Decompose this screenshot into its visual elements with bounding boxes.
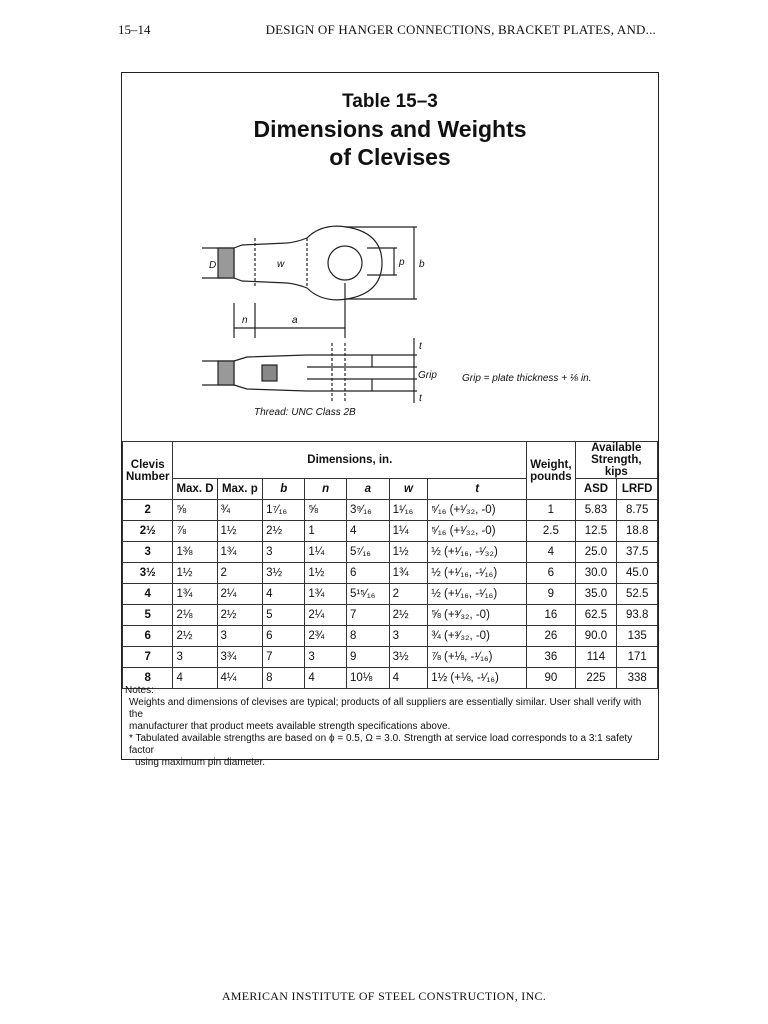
cell-n: 3 <box>305 647 347 668</box>
running-title: DESIGN OF HANGER CONNECTIONS, BRACKET PLATES, AND... <box>265 22 656 37</box>
cell-a: 6 <box>346 563 389 584</box>
table-row <box>123 521 658 542</box>
subheader-t: t <box>428 479 527 500</box>
cell-w: 4 <box>389 668 428 689</box>
page-number: 15–14 <box>118 22 151 37</box>
cell-n: 2¼ <box>305 605 347 626</box>
subheader-b: b <box>263 479 305 500</box>
cell-t: ½ (+¹⁄₁₆, -¹⁄₁₆) <box>428 563 527 584</box>
cell-w: 3½ <box>389 647 428 668</box>
cell-max-d: 1⅜ <box>173 542 217 563</box>
cell-asd: 225 <box>575 668 617 689</box>
cell-b: 3 <box>263 542 305 563</box>
subheader-a: a <box>346 479 389 500</box>
label-t-top: t <box>419 341 422 352</box>
cell-b: 4 <box>263 584 305 605</box>
subheader-w: w <box>389 479 428 500</box>
clevis-leg-lower <box>234 379 372 391</box>
cell-weight: 1 <box>527 500 576 521</box>
subheader-row <box>123 479 658 500</box>
table-row <box>123 626 658 647</box>
cell-a: 8 <box>346 626 389 647</box>
cell-t: ⅝ (+³⁄₃₂, -0) <box>428 605 527 626</box>
cell-w: 1¹⁄₁₆ <box>389 500 428 521</box>
cell-weight: 9 <box>527 584 576 605</box>
cell-clevis-number: 6 <box>123 626 173 647</box>
cell-asd: 25.0 <box>575 542 617 563</box>
header-weight: Weight, pounds <box>527 442 576 500</box>
cell-weight: 90 <box>527 668 576 689</box>
subheader-max-p: Max. p <box>217 479 263 500</box>
cell-b: 5 <box>263 605 305 626</box>
notes-line4: using maximum pin diameter. <box>135 757 266 768</box>
cell-clevis-number: 2½ <box>123 521 173 542</box>
cell-asd: 90.0 <box>575 626 617 647</box>
cell-a: 3⁹⁄₁₆ <box>346 500 389 521</box>
table-box <box>121 72 659 768</box>
cell-a: 5¹⁵⁄₁₆ <box>346 584 389 605</box>
cell-lrfd: 18.8 <box>617 521 658 542</box>
label-p: p <box>399 257 405 268</box>
cell-max-p: 3 <box>217 626 263 647</box>
table-row <box>123 584 658 605</box>
cell-lrfd: 52.5 <box>617 584 658 605</box>
cell-t: ⁵⁄₁₆ (+¹⁄₃₂, -0) <box>428 500 527 521</box>
page-header <box>118 22 656 42</box>
cell-max-d: 1½ <box>173 563 217 584</box>
cell-b: 1⁷⁄₁₆ <box>263 500 305 521</box>
cell-a: 4 <box>346 521 389 542</box>
cell-asd: 62.5 <box>575 605 617 626</box>
cell-max-d: 2⅛ <box>173 605 217 626</box>
cell-lrfd: 171 <box>617 647 658 668</box>
label-t-bottom: t <box>419 393 422 403</box>
page-footer: AMERICAN INSTITUTE OF STEEL CONSTRUCTION, INC. <box>221 989 547 1003</box>
subheader-asd: ASD <box>575 479 617 500</box>
cell-lrfd: 45.0 <box>617 563 658 584</box>
cell-w: 2½ <box>389 605 428 626</box>
cell-max-d: ⅝ <box>173 500 217 521</box>
cell-asd: 114 <box>575 647 617 668</box>
cell-clevis-number: 8 <box>123 668 173 689</box>
cell-max-p: 1½ <box>217 521 263 542</box>
cell-b: 2½ <box>263 521 305 542</box>
table-row <box>123 542 658 563</box>
cell-b: 7 <box>263 647 305 668</box>
cell-weight: 16 <box>527 605 576 626</box>
cell-t: ¾ (+³⁄₃₂, -0) <box>428 626 527 647</box>
cell-a: 7 <box>346 605 389 626</box>
cell-n: 1½ <box>305 563 347 584</box>
label-D: D <box>209 260 217 271</box>
dimensions-table <box>122 441 658 689</box>
table-title-line2: of Clevises <box>329 144 451 170</box>
cell-a: 9 <box>346 647 389 668</box>
subheader-max-d: Max. D <box>173 479 217 500</box>
cell-max-d: 1¾ <box>173 584 217 605</box>
cell-lrfd: 8.75 <box>617 500 658 521</box>
cell-clevis-number: 4 <box>123 584 173 605</box>
label-w: w <box>277 259 285 270</box>
notes-line3: * Tabulated available strengths are based on ϕ = 0.5, Ω = 3.0. Strength at service load corresponds to a 3:1 safety factor <box>129 733 633 756</box>
notes-heading: Notes: <box>125 685 154 696</box>
notes-line2: manufacturer that product meets available strength specifications above. <box>129 721 451 732</box>
cell-b: 3½ <box>263 563 305 584</box>
cell-n: 1¾ <box>305 584 347 605</box>
thread-top-view <box>218 248 234 278</box>
subheader-n: n <box>305 479 347 500</box>
cell-w: 1¾ <box>389 563 428 584</box>
cell-weight: 4 <box>527 542 576 563</box>
cell-w: 2 <box>389 584 428 605</box>
cell-t: 1½ (+⅛, -¹⁄₁₆) <box>428 668 527 689</box>
header-dimensions: Dimensions, in. <box>173 442 527 479</box>
cell-w: 1½ <box>389 542 428 563</box>
cell-clevis-number: 3 <box>123 542 173 563</box>
clevis-leg-upper <box>234 355 372 367</box>
header-clevis-number: Clevis Number <box>123 442 173 500</box>
cell-max-d: 3 <box>173 647 217 668</box>
table-title <box>122 115 658 171</box>
cell-a: 10⅛ <box>346 668 389 689</box>
cell-n: 1 <box>305 521 347 542</box>
cell-t: ⁵⁄₁₆ (+¹⁄₃₂, -0) <box>428 521 527 542</box>
cell-asd: 5.83 <box>575 500 617 521</box>
cell-max-d: 4 <box>173 668 217 689</box>
cell-max-p: 2 <box>217 563 263 584</box>
cell-max-p: ¾ <box>217 500 263 521</box>
cell-w: 1¼ <box>389 521 428 542</box>
notes <box>125 685 652 769</box>
table-row <box>123 500 658 521</box>
cell-asd: 30.0 <box>575 563 617 584</box>
grip-note: Grip = plate thickness + ⅛ in. <box>462 373 592 384</box>
cell-weight: 2.5 <box>527 521 576 542</box>
cell-a: 5⁷⁄₁₆ <box>346 542 389 563</box>
label-b: b <box>419 259 425 270</box>
pin-hole <box>328 246 362 280</box>
cell-clevis-number: 5 <box>123 605 173 626</box>
thread-note: Thread: UNC Class 2B <box>254 407 356 418</box>
cell-weight: 36 <box>527 647 576 668</box>
cell-max-p: 1¾ <box>217 542 263 563</box>
label-grip: Grip <box>418 370 437 381</box>
cell-clevis-number: 3½ <box>123 563 173 584</box>
cell-max-p: 2¼ <box>217 584 263 605</box>
cell-asd: 35.0 <box>575 584 617 605</box>
cell-n: 2¾ <box>305 626 347 647</box>
cell-lrfd: 93.8 <box>617 605 658 626</box>
header-available-strength: Available Strength, kips <box>575 442 657 479</box>
notes-line1: Weights and dimensions of clevises are typical; products of all suppliers are essentially similar. User shall verify with the <box>129 697 642 720</box>
clevis-body-top <box>234 226 382 300</box>
cell-weight: 26 <box>527 626 576 647</box>
cell-n: 1¼ <box>305 542 347 563</box>
cell-t: ⅞ (+⅛, -¹⁄₁₆) <box>428 647 527 668</box>
cell-b: 6 <box>263 626 305 647</box>
cell-max-d: 2½ <box>173 626 217 647</box>
cell-max-p: 3¾ <box>217 647 263 668</box>
cell-b: 8 <box>263 668 305 689</box>
table-row <box>123 563 658 584</box>
cell-t: ½ (+¹⁄₁₆, -¹⁄₁₆) <box>428 584 527 605</box>
cell-n: ⅝ <box>305 500 347 521</box>
cell-clevis-number: 7 <box>123 647 173 668</box>
table-title-line1: Dimensions and Weights <box>253 116 527 142</box>
table-number: Table 15–3 <box>342 91 438 112</box>
table-row <box>123 605 658 626</box>
cell-lrfd: 37.5 <box>617 542 658 563</box>
cell-clevis-number: 2 <box>123 500 173 521</box>
cell-weight: 6 <box>527 563 576 584</box>
subheader-lrfd: LRFD <box>617 479 658 500</box>
cell-w: 3 <box>389 626 428 647</box>
table-row <box>123 647 658 668</box>
cell-max-d: ⅞ <box>173 521 217 542</box>
label-a: a <box>292 315 298 326</box>
cell-lrfd: 338 <box>617 668 658 689</box>
cell-n: 4 <box>305 668 347 689</box>
cell-t: ½ (+¹⁄₁₆, -¹⁄₃₂) <box>428 542 527 563</box>
cell-max-p: 4¼ <box>217 668 263 689</box>
label-n: n <box>242 315 248 326</box>
cell-lrfd: 135 <box>617 626 658 647</box>
cell-max-p: 2½ <box>217 605 263 626</box>
cell-asd: 12.5 <box>575 521 617 542</box>
